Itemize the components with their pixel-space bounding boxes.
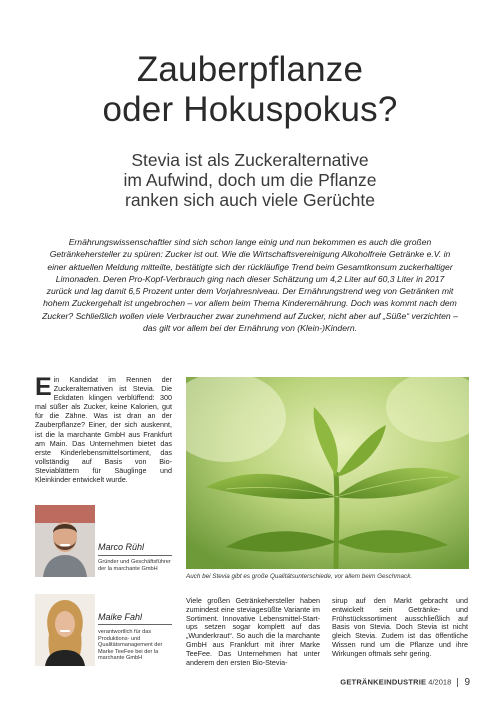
author-name: Maike Fahl: [98, 612, 143, 622]
avatar: [35, 505, 95, 577]
avatar: [35, 594, 95, 666]
title-line-2: oder Hokuspokus?: [102, 90, 398, 129]
body-column-3: sirup auf den Markt gebracht und entwickelt sein Getränke- und Frühstückssortiment ausschließlich auf Basis von Stevia. Doch Stevia ist nicht gleich Stevia. Zudem ist das öffentliche Wissen rund um die Pflanze und ihre Wirkungen oftmals sehr gering.: [332, 596, 468, 658]
page-number: 9: [464, 677, 470, 688]
body-column-1-text: in Kandidat im Rennen der Zuckeralternativen ist Stevia. Die Eckdaten klingen verblüffend: 300 mal süßer als Zucker, keine Kalorien, gut für die Zähne. Was ist dran an der Zauberpflanze? Einer, der sich auskennt, ist die la marchante GmbH aus Frankfurt am Main. Das Unternehmen bietet das erste Kinderlebensmittelsortiment, das vollständig auf Basis von Bio-Steviablättern für Säuglinge und Kleinkinder entwickelt wurde.: [35, 375, 172, 485]
subtitle-line-2: im Aufwind, doch um die Pflanze: [123, 170, 377, 190]
author-role: Gründer und Geschäftsführer der la marchante GmbH: [98, 559, 171, 572]
title-line-1: Zauberpflanze: [136, 50, 364, 89]
body-column-2: Viele großen Getränkehersteller haben zumindest eine steviagesüßte Variante im Sortiment. Innovative Lebensmittel-Start-ups setzen sogar komplett auf das „Wunderkraut“. So auch die la marchante GmbH aus Frankfurt mit ihrer Marke TeeFee. Das Unternehmen hat unter anderem den ersten Bio-Stevia-: [186, 596, 320, 667]
page-footer: [340, 677, 470, 688]
stevia-leaves-illustration: [186, 377, 469, 569]
magazine-name: GETRÄNKEINDUSTRIE: [340, 677, 427, 687]
portrait-maike: [35, 594, 95, 666]
author-card-marco: [35, 505, 175, 585]
footer-divider: [457, 678, 458, 687]
stevia-plant-photo: [186, 377, 469, 569]
article-intro: Ernährungswissenschaftler sind sich schon lange einig und nun bekommen es auch die großen Getränkehersteller zu spüren: Zucker ist out. Wie die Wirtschaftsvereinigung Alkoholfreie Getränke e.V. in einer aktuellen Meldung mitteilte, bestätigte sich der rückläufige Trend beim Gesamtkonsum zuckerhaltiger Limonaden. Deren Pro-Kopf-Verbrauch ging nach dieser Schätzung um 4,2 Liter auf 60,3 Liter in 2017 zurück und lag damit 6,5 Prozent unter dem Vorjahresniveau. Der Ernährungstrend weg von Getränken mit hohem Zuckergehalt ist ungebrochen – vor allem beim Thema Kinderernährung. Doch was kommt nach dem Zucker? Schließlich wollen viele Verbraucher zwar zunehmend auf Zucker, nicht aber auf „Süße“ verzichten – das gilt vor allem bei der Ernährung von (Klein-)Kindern.: [42, 237, 458, 334]
article-title: [0, 50, 500, 130]
portrait-marco: [35, 505, 95, 577]
author-card-maike: [35, 594, 175, 674]
photo-caption: Auch bei Stevia gibt es große Qualitätsunterschiede, vor allem beim Geschmack.: [186, 573, 413, 580]
subtitle-line-3: ranken sich auch viele Gerüchte: [125, 190, 375, 210]
author-divider: [98, 555, 172, 556]
subtitle-line-1: Stevia ist als Zuckeralternative: [131, 150, 369, 170]
author-name: Marco Rühl: [98, 542, 145, 552]
drop-cap: E: [35, 373, 52, 401]
author-divider: [98, 624, 172, 625]
body-column-1: [35, 375, 172, 484]
article-subtitle: [0, 150, 500, 210]
issue-number: 4/2018: [428, 677, 452, 687]
author-role: verantwortlich für das Produktions- und Qualitätsmanagement der Marke TeeFee bei der la marchante GmbH: [98, 629, 163, 662]
